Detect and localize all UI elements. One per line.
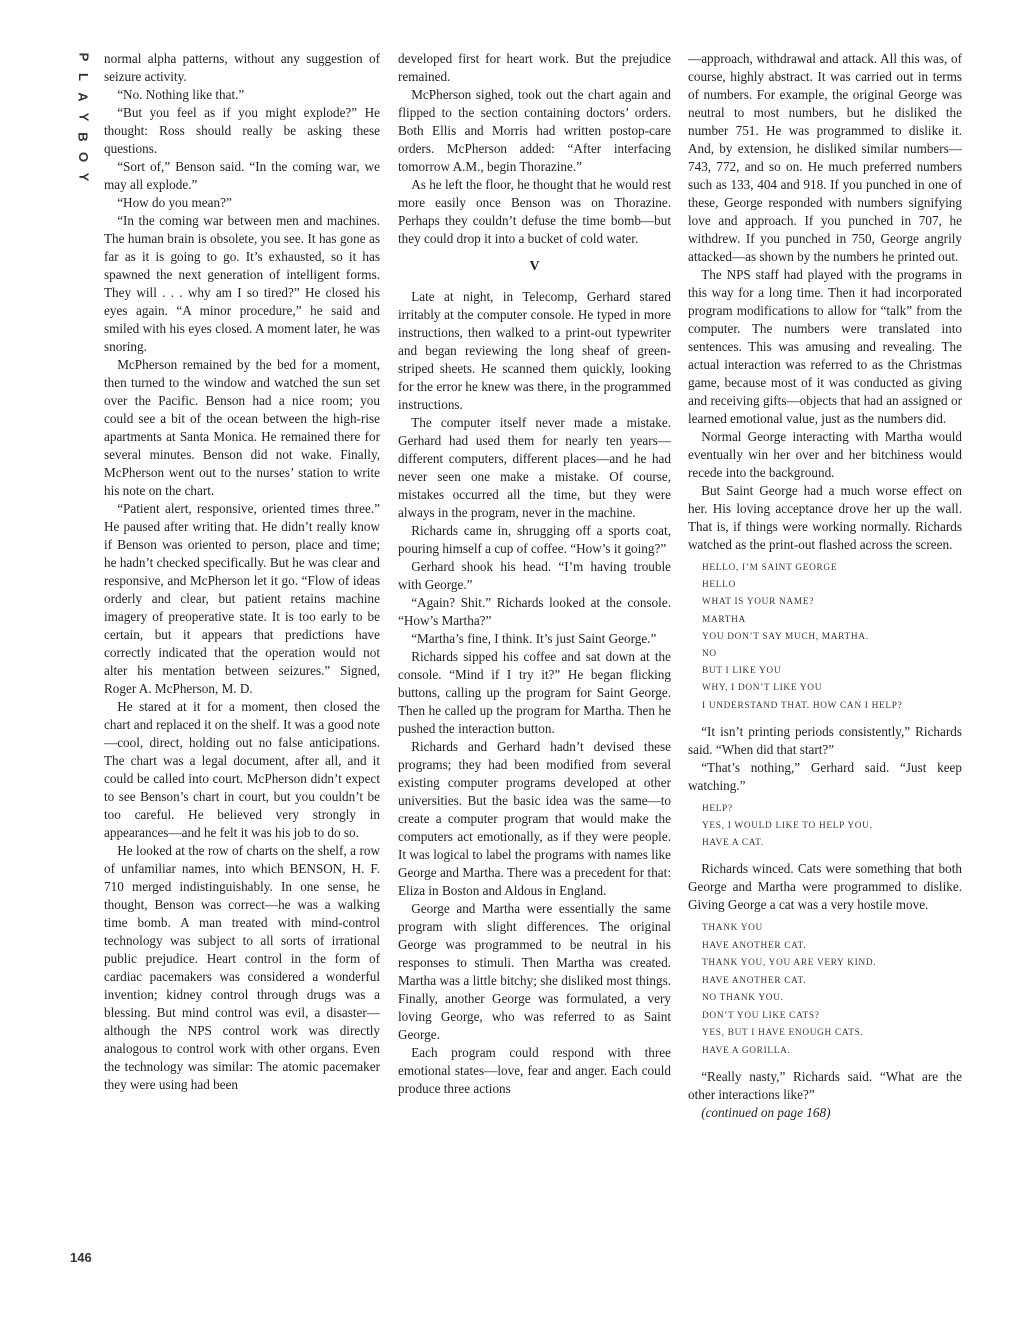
printout-line: YOU DON’T SAY MUCH, MARTHA. [702, 631, 869, 642]
computer-printout-3 [702, 920, 962, 1060]
printout-line: MARTHA [702, 614, 746, 625]
paragraph: —approach, withdrawal and attack. All this was, of course, highly abstract. It was carried out in terms of numbers. For example, the original George was neutral to most numbers, but he disliked the number 751. He was programmed to dislike it. And, by extension, he disliked similar numbers—743, 772, and so on. He much preferred numbers such as 133, 404 and 918. If you punched in one of these, George responded with numbers signifying love and approach. If you punched in 707, he withdrew. If you punched in 750, George angrily attacked—as shown by the numbers he printed out. [688, 51, 962, 264]
paragraph: “That’s nothing,” Gerhard said. “Just keep watching.” [688, 759, 962, 793]
magazine-letter: Y [75, 172, 91, 182]
printout-line: NO [702, 649, 717, 660]
paragraph: Richards sipped his coffee and sat down at the console. “Mind if I try it?” He began flicking buttons, calling up the program for Saint George. Then he called up the program for Martha. Then he pushed the interaction button. [398, 649, 671, 736]
paragraph: “Really nasty,” Richards said. “What are the other interactions like?” [688, 1069, 962, 1103]
printout-line: THANK YOU, YOU ARE VERY KIND. [702, 958, 877, 969]
paragraph: McPherson remained by the bed for a moment, then turned to the window and watched the sun set over the Pacific. Benson had a nice room; you could see a bit of the ocean between the high-rise apartments at Santa Monica. He remained there for several minutes. Benson did not wake. Finally, McPherson went out to the nurses’ station to write his note on the chart. [104, 357, 380, 498]
text-column-1 [104, 50, 380, 1290]
paragraph: “Patient alert, responsive, oriented times three.” He paused after writing that. He didn’t really know if Benson was oriented to person, place and time; he hadn’t checked specifically. But he was clear and responsive, and McPherson let it go. “Flow of ideas orderly and clear, but patient retains machine imagery of preoperative state. It is too early to be certain, but it appears that predictions have correctly indicated that the operation would not alter his mentation between seizures.” Signed, Roger A. McPherson, M. D. [104, 501, 380, 696]
continued-note: (continued on page 168) [701, 1105, 831, 1121]
paragraph: But Saint George had a much worse effect on her. His loving acceptance drove her up the wall. That is, if things were working normally. Richards watched as the print-out flashed across the screen. [688, 483, 962, 552]
paragraph: Richards winced. Cats were something that both George and Martha were programmed to dislike. Giving George a cat was a very hostile move. [688, 861, 962, 913]
paragraph: Richards and Gerhard hadn’t devised these programs; they had been modified from several existing computer programs developed at other universities. But the basic idea was the same—to create a computer program that would make the computers act emotionally, as if they were people. It was logical to label the programs with names like George and Martha. There was a precedent for that: Eliza in Boston and Aldous in England. [398, 739, 671, 898]
magazine-letter: B [75, 132, 91, 142]
page-number: 146 [70, 1250, 92, 1265]
printout-line: NO THANK YOU. [702, 993, 784, 1004]
paragraph: The NPS staff had played with the programs in this way for a long time. Then it had incorporated program modifications to allow for “talk” from the computer. The numbers were translated into sentences. This was amusing and revealing. The actual interaction was referred to as the Christmas game, because most of it was conducted as giving and receiving gifts—objects that had an assigned or learned emotional value, just as the numbers did. [688, 267, 962, 426]
paragraph: Late at night, in Telecomp, Gerhard stared irritably at the computer console. He typed in more instructions, then walked to a print-out typewriter and began reviewing the long sheaf of green-striped sheets. He scanned them quickly, looking for the error he knew was there, in the programmed instructions. [398, 289, 671, 412]
paragraph: Each program could respond with three emotional states—love, fear and anger. Each could produce three actions [398, 1045, 671, 1096]
paragraph: “But you feel as if you might explode?” He thought: Ross should really be asking these questions. [104, 105, 380, 156]
paragraph: “No. Nothing like that.” [117, 87, 245, 102]
printout-line: BUT I LIKE YOU [702, 666, 782, 677]
printout-line: HAVE ANOTHER CAT. [702, 975, 807, 986]
magazine-letter: L [75, 73, 91, 81]
magazine-letter: P [75, 52, 91, 62]
printout-line: YES, I WOULD LIKE TO HELP YOU. [702, 821, 873, 832]
printout-line: HAVE A CAT. [702, 838, 764, 849]
paragraph: He stared at it for a moment, then closed the chart and replaced it on the shelf. It was a good note—cool, direct, holding out no false anticipations. The chart was a legal document, after all, and it could be called into court. McPherson didn’t expect to see Benson’s chart in court, but you couldn’t be too careful. He believed very strongly in appearances—and he felt it was his job to do so. [104, 699, 380, 840]
printout-line: WHAT IS YOUR NAME? [702, 597, 815, 608]
paragraph: Richards came in, shrugging off a sports coat, pouring himself a cup of coffee. “How’s it going?” [398, 523, 671, 556]
paragraph: developed first for heart work. But the prejudice remained. [398, 51, 671, 84]
paragraph: He looked at the row of charts on the shelf, a row of unfamiliar names, into which BENSON, H. F. 710 merged indistinguishably. In one sense, he thought, Benson was correct—he was a walking time bomb. A man treated with mind-control technology was subject to all sorts of irrational public prejudice. Heart control in the form of cardiac pacemakers was considered a wonderful invention; kidney control through drugs was a blessing. But mind control was evil, a disaster—although the NPS control work was directly analogous to control work with other organs. Even the technology was similar: The atomic pacemaker they were using had been [104, 843, 380, 1092]
printout-line: YES, BUT I HAVE ENOUGH CATS. [702, 1028, 864, 1039]
printout-line: HELLO, I’M SAINT GEORGE [702, 563, 838, 573]
magazine-letter: A [75, 92, 91, 102]
magazine-letter: O [76, 151, 91, 163]
paragraph: “It isn’t printing periods consistently,” Richards said. “When did that start?” [688, 723, 962, 757]
paragraph: “In the coming war between men and machines. The human brain is obsolete, you see. It has gone as far as it is going to go. It’s exhausted, so it has spawned the next generation of intelligent forms. They will . . . why am I so tired?” He closed his eyes again. “A minor procedure,” he said and smiled with his eyes closed. A moment later, he was snoring. [104, 213, 380, 354]
paragraph: “Martha’s fine, I think. It’s just Saint George.” [411, 631, 657, 646]
printout-line: HELLO [702, 580, 736, 591]
printout-line: HELP? [702, 803, 733, 814]
printout-line: HAVE A GORILLA. [702, 1045, 791, 1056]
paragraph: Gerhard shook his head. “I’m having trouble with George.” [398, 559, 671, 592]
computer-printout-2 [702, 801, 962, 853]
paragraph: The computer itself never made a mistake. Gerhard had used them for nearly ten years—different computers, different places—and he had never seen one make a mistake. Of course, mistakes occurred all the time, but they were always in the program, never in the machine. [398, 415, 671, 520]
printout-line: I UNDERSTAND THAT. HOW CAN I HELP? [702, 700, 903, 711]
text-column-2 [398, 50, 671, 1290]
paragraph: “How do you mean?” [117, 195, 232, 210]
paragraph: “Again? Shit.” Richards looked at the console. “How’s Martha?” [398, 595, 671, 628]
paragraph: normal alpha patterns, without any suggestion of seizure activity. [104, 51, 380, 84]
text-column-3 [688, 50, 962, 1290]
printout-line: WHY, I DON’T LIKE YOU [702, 683, 823, 694]
printout-line: THANK YOU [702, 923, 763, 934]
printout-line: DON’T YOU LIKE CATS? [702, 1010, 820, 1021]
magazine-letter: Y [75, 112, 91, 122]
printout-line: HAVE ANOTHER CAT. [702, 940, 807, 951]
magazine-name-vertical [74, 47, 92, 187]
paragraph: “Sort of,” Benson said. “In the coming war, we may all explode.” [104, 159, 380, 192]
paragraph: McPherson sighed, took out the chart again and flipped to the section containing doctors’ orders. Both Ellis and Morris had written postop-care orders. McPherson added: “After interfacing tomorrow A.M., begin Thorazine.” [398, 87, 671, 174]
section-heading: V [529, 259, 540, 274]
paragraph: Normal George interacting with Martha would eventually win her over and her bitchiness would recede into the background. [688, 429, 962, 480]
paragraph: George and Martha were essentially the same program with slight differences. The original George was programmed to be neutral in his responses to stimuli. Then Martha was created. Martha was a little bitchy; she disliked most things. Finally, another George was formulated, a very loving George, who was referred to as Saint George. [398, 901, 671, 1042]
paragraph: As he left the floor, he thought that he would rest more easily once Benson was on Thorazine. Perhaps they couldn’t defuse the time bomb—but they could drop it into a bucket of cold water. [398, 177, 671, 246]
computer-printout-1 [702, 560, 962, 715]
